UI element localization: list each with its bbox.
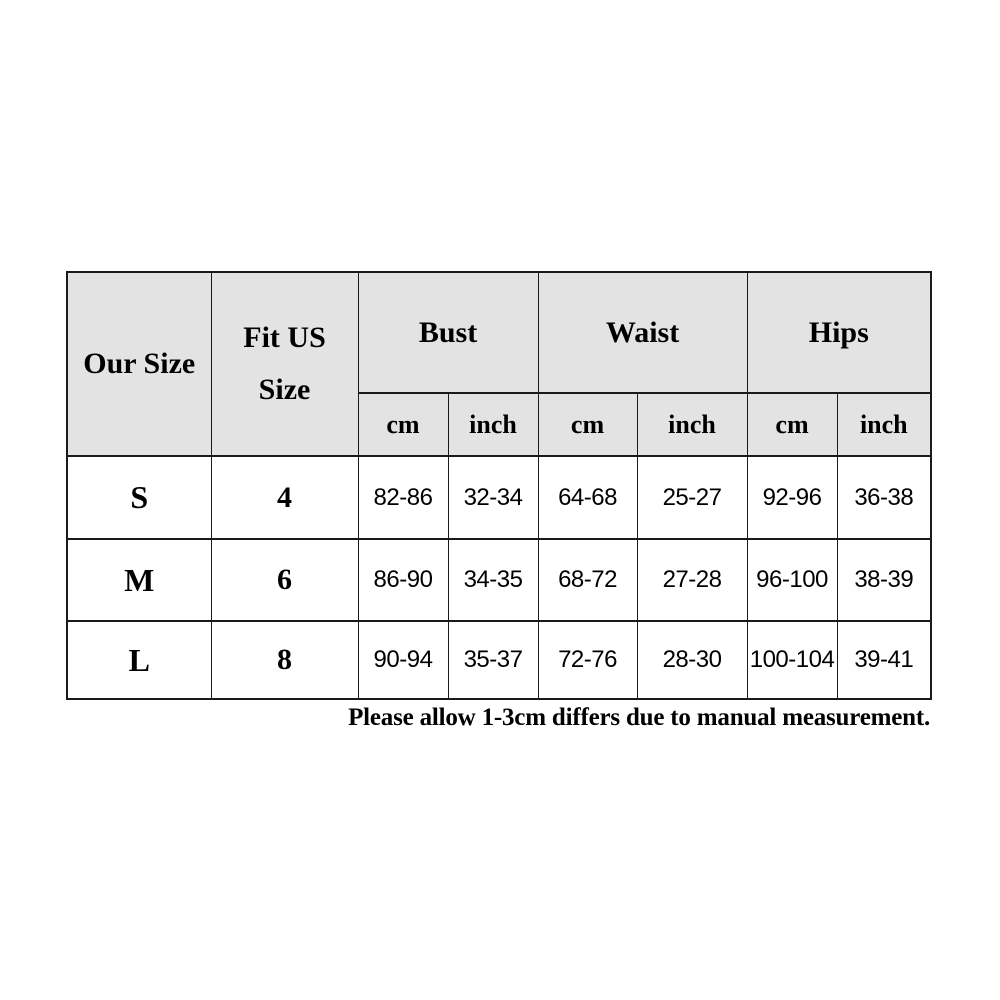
bust-cm-cell: 86-90 <box>358 539 448 621</box>
hips-inch-cell: 39-41 <box>837 621 931 699</box>
us-size-cell: 6 <box>211 539 358 621</box>
waist-inch-cell: 28-30 <box>637 621 747 699</box>
hips-cm-cell: 100-104 <box>747 621 837 699</box>
size-row-m <box>67 539 931 621</box>
size-row-s <box>67 456 931 539</box>
header-unit-waist-cm: cm <box>538 393 637 456</box>
size-row-l <box>67 621 931 699</box>
waist-cm-cell: 64-68 <box>538 456 637 539</box>
bust-cm-cell: 90-94 <box>358 621 448 699</box>
header-unit-bust-cm: cm <box>358 393 448 456</box>
bust-inch-cell: 32-34 <box>448 456 538 539</box>
bust-inch-cell: 34-35 <box>448 539 538 621</box>
bust-inch-cell: 35-37 <box>448 621 538 699</box>
header-unit-hips-cm: cm <box>747 393 837 456</box>
header-our-size: Our Size <box>67 272 211 456</box>
header-group-hips: Hips <box>747 272 931 393</box>
us-size-cell: 8 <box>211 621 358 699</box>
our-size-cell: M <box>67 539 211 621</box>
hips-inch-cell: 36-38 <box>837 456 931 539</box>
header-group-bust: Bust <box>358 272 538 393</box>
hips-cm-cell: 92-96 <box>747 456 837 539</box>
waist-inch-cell: 27-28 <box>637 539 747 621</box>
hips-cm-cell: 96-100 <box>747 539 837 621</box>
hips-inch-cell: 38-39 <box>837 539 931 621</box>
waist-inch-cell: 25-27 <box>637 456 747 539</box>
header-unit-waist-inch: inch <box>637 393 747 456</box>
header-unit-bust-inch: inch <box>448 393 538 456</box>
waist-cm-cell: 68-72 <box>538 539 637 621</box>
waist-cm-cell: 72-76 <box>538 621 637 699</box>
size-chart-table <box>66 271 932 700</box>
header-group-row <box>67 272 931 393</box>
header-fit-us-size: Fit US Size <box>211 272 358 456</box>
our-size-cell: L <box>67 621 211 699</box>
measurement-note: Please allow 1-3cm differs due to manual measurement. <box>348 704 930 731</box>
size-chart-body <box>67 456 931 699</box>
header-unit-hips-inch: inch <box>837 393 931 456</box>
our-size-cell: S <box>67 456 211 539</box>
header-group-waist: Waist <box>538 272 747 393</box>
bust-cm-cell: 82-86 <box>358 456 448 539</box>
size-chart-header <box>67 272 931 456</box>
us-size-cell: 4 <box>211 456 358 539</box>
